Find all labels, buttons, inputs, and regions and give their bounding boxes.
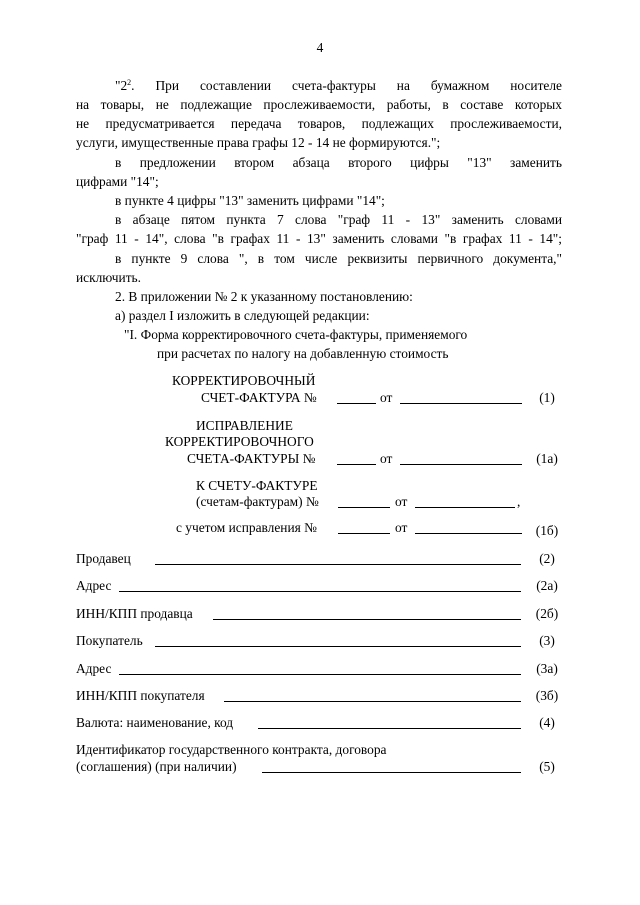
field-label-seller-address: Адрес — [76, 578, 112, 593]
paragraph-7: а) раздел I изложить в следующей редакции: — [115, 308, 370, 323]
field-number-2: (2) — [539, 551, 555, 566]
paragraph-1-line-2: на товары, не подлежащие прослеживаемости, работы, в составе которых — [76, 97, 562, 112]
field-line-seller[interactable] — [155, 564, 521, 565]
field-number-2b: (2б) — [535, 606, 559, 621]
superscript: 2 — [127, 78, 132, 87]
paragraph-5-line-1: в пункте 9 слова ", в том числе реквизиты первичного документа," — [115, 251, 562, 266]
block-1a-heading-1: ИСПРАВЛЕНИЕ — [196, 418, 293, 433]
block-1b-correction-date-field[interactable] — [415, 533, 522, 534]
field-label-buyer: Покупатель — [76, 633, 143, 648]
page-number: 4 — [316, 40, 324, 55]
field-line-contract-id[interactable] — [262, 772, 521, 773]
block-1-from-label: от — [380, 390, 393, 405]
block-1-number-field[interactable] — [337, 403, 376, 404]
field-line-currency[interactable] — [258, 728, 521, 729]
field-label-contract-id-2: (соглашения) (при наличии) — [76, 759, 237, 774]
field-label-seller: Продавец — [76, 551, 131, 566]
block-1b-number-label: (счетам-фактурам) № — [196, 494, 319, 509]
block-1b-correction-from-label: от — [395, 520, 408, 535]
form-title-line-1: "I. Форма корректировочного счета-фактуры, применяемого — [124, 327, 468, 342]
paragraph-1-prefix: "2 — [115, 78, 128, 93]
block-1a-from-label: от — [380, 451, 393, 466]
block-1a-heading-2: КОРРЕКТИРОВОЧНОГО — [165, 434, 314, 449]
block-1b-from-label: от — [395, 494, 408, 509]
paragraph-4-line-2: "граф 11 - 14", слова "в графах 11 - 13" заменить словами "в графах 11 - 14"; — [76, 231, 562, 246]
block-1b-heading: К СЧЕТУ-ФАКТУРЕ — [196, 478, 318, 493]
block-1b-number-field[interactable] — [338, 507, 390, 508]
field-line-seller-inn[interactable] — [213, 619, 521, 620]
field-number-3a: (3а) — [536, 661, 558, 676]
paragraph-1-line-1 — [115, 78, 562, 94]
paragraph-4-line-1: в абзаце пятом пункта 7 слова "граф 11 - 13" заменить словами — [115, 212, 562, 227]
field-line-buyer-inn[interactable] — [224, 701, 521, 702]
field-label-contract-id-1: Идентификатор государственного контракта, договора — [76, 742, 387, 757]
block-1b-comma: , — [517, 494, 521, 509]
block-1b-correction-number-field[interactable] — [338, 533, 390, 534]
paragraph-2-line-1: в предложении втором абзаца второго цифры "13" заменить — [115, 155, 562, 170]
field-line-buyer[interactable] — [155, 646, 521, 647]
field-number-3b: (3б) — [535, 688, 559, 703]
field-label-currency: Валюта: наименование, код — [76, 715, 234, 730]
block-1-heading: КОРРЕКТИРОВОЧНЫЙ — [172, 373, 316, 388]
field-line-seller-address[interactable] — [119, 591, 521, 592]
field-number-4: (4) — [539, 715, 555, 730]
paragraph-1-line-3: не предусматривается передача товаров, подлежащих прослеживаемости, — [76, 116, 562, 131]
block-1a-number-field[interactable] — [337, 464, 376, 465]
block-1-date-field[interactable] — [400, 403, 522, 404]
block-1a-number-label: СЧЕТА-ФАКТУРЫ № — [187, 451, 316, 466]
field-number-1b: (1б) — [535, 523, 559, 538]
paragraph-3: в пункте 4 цифры "13" заменить цифрами "14"; — [115, 193, 385, 208]
field-label-buyer-address: Адрес — [76, 661, 112, 676]
field-number-1a: (1а) — [536, 451, 558, 466]
paragraph-2-line-2: цифрами "14"; — [76, 174, 159, 189]
paragraph-1-text: . При составлении счета-фактуры на бумажном носителе — [131, 78, 562, 93]
field-label-buyer-inn: ИНН/КПП покупателя — [76, 688, 205, 703]
block-1b-date-field[interactable] — [415, 507, 515, 508]
field-number-1: (1) — [539, 390, 555, 405]
block-1-number-label: СЧЕТ-ФАКТУРА № — [201, 390, 317, 405]
field-line-buyer-address[interactable] — [119, 674, 521, 675]
paragraph-6: 2. В приложении № 2 к указанному постановлению: — [115, 289, 413, 304]
field-number-2a: (2а) — [536, 578, 558, 593]
block-1b-correction-label: с учетом исправления № — [176, 520, 317, 535]
block-1a-date-field[interactable] — [400, 464, 522, 465]
field-number-3: (3) — [539, 633, 555, 648]
paragraph-5-line-2: исключить. — [76, 270, 141, 285]
form-title-line-2: при расчетах по налогу на добавленную стоимость — [157, 346, 449, 361]
paragraph-1-line-4: услуги, имущественные права графы 12 - 14 не формируются."; — [76, 135, 441, 150]
field-label-seller-inn: ИНН/КПП продавца — [76, 606, 193, 621]
field-number-5: (5) — [539, 759, 555, 774]
